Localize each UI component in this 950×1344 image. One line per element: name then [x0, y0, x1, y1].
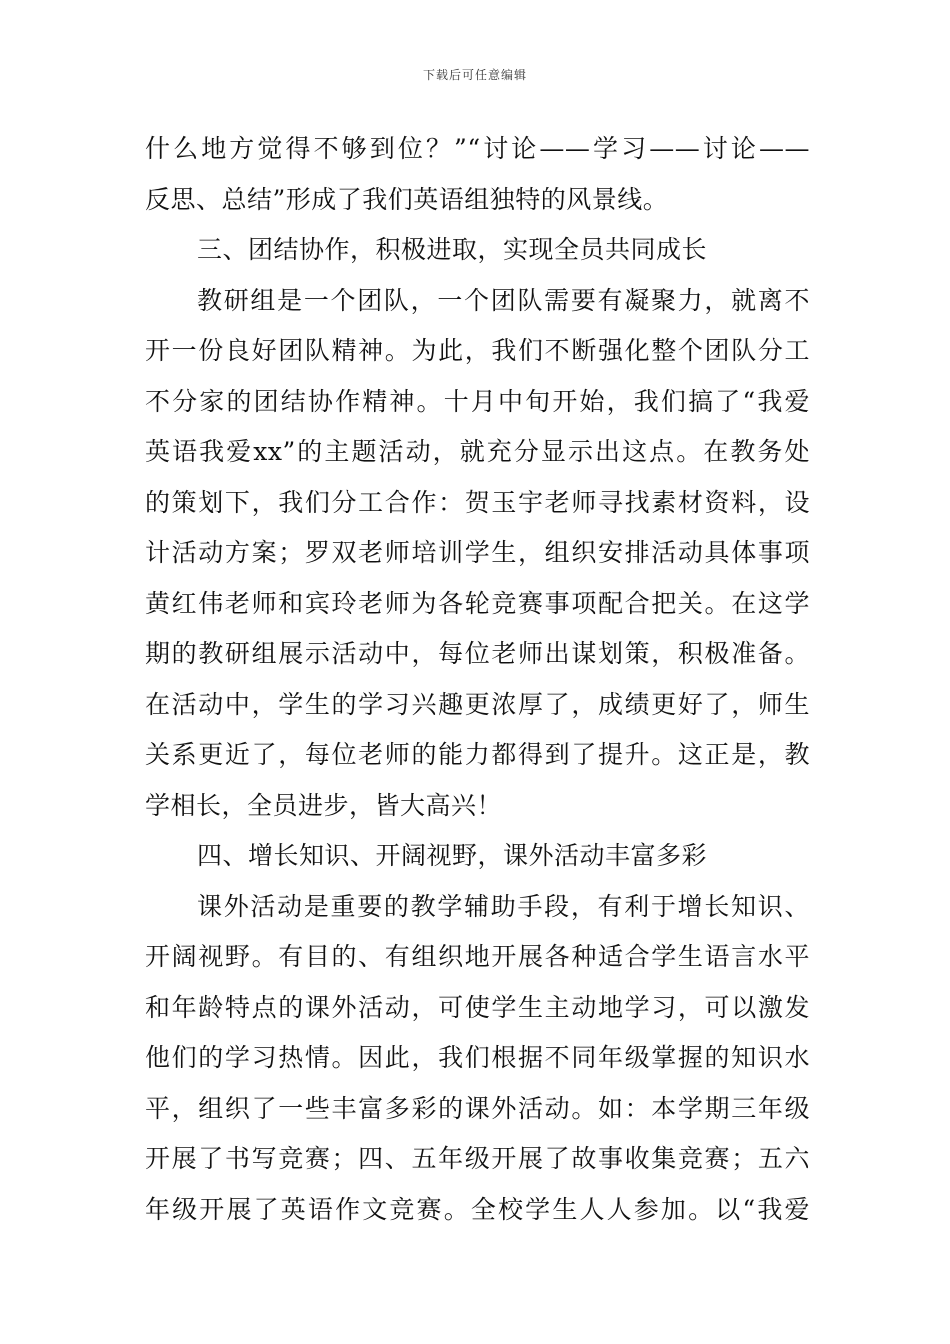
text-line: 课外活动是重要的教学辅助手段，有利于增长知识、: [197, 891, 810, 921]
text-line: 不分家的团结协作精神。十月中旬开始，我们搞了“我爱: [145, 386, 810, 416]
paragraph-continuation: [145, 124, 810, 225]
text-line: 期的教研组展示活动中，每位老师出谋划策，积极准备。: [145, 639, 810, 668]
text-line: 什么地方觉得不够到位？”“讨论——学习——讨论——: [145, 134, 810, 163]
text-line: 他们的学习热情。因此，我们根据不同年级掌握的知识水: [145, 1043, 810, 1072]
text-line: 开展了书写竞赛；四、五年级开展了故事收集竞赛；五六: [145, 1144, 810, 1173]
heading-line: 三、团结协作，积极进取，实现全员共同成长: [197, 235, 708, 264]
document-body: [145, 124, 810, 1235]
paragraph-extracurricular: [145, 882, 810, 1236]
section-heading-three: [145, 225, 810, 276]
text-line: 学相长，全员进步，皆大高兴！: [145, 790, 503, 820]
text-line: 在活动中，学生的学习兴趣更浓厚了，成绩更好了，师生: [145, 689, 810, 719]
text-line: 开阔视野。有目的、有组织地开展各种适合学生语言水平: [145, 942, 810, 971]
text-line: 年级开展了英语作文竞赛。全校学生人人参加。以“我爱: [145, 1194, 810, 1224]
text-line: 教研组是一个团队，一个团队需要有凝聚力，就离不: [197, 285, 810, 315]
text-line: 反思、总结”形成了我们英语组独特的风景线。: [145, 184, 669, 214]
text-line: 计活动方案；罗双老师培训学生，组织安排活动具体事项: [145, 538, 810, 567]
text-line: 黄红伟老师和宾玲老师为各轮竞赛事项配合把关。在这学: [145, 588, 810, 618]
text-line: 平，组织了一些丰富多彩的课外活动。如：本学期三年级: [145, 1093, 810, 1123]
text-line: 英语我爱xx”的主题活动，就充分显示出这点。在教务处: [145, 437, 810, 466]
paragraph-teamwork: [145, 276, 810, 832]
page-header: 下载后可任意编辑: [422, 68, 527, 82]
heading-line: 四、增长知识、开阔视野，课外活动丰富多彩: [197, 841, 708, 870]
section-heading-four: [145, 831, 810, 882]
text-line: 的策划下，我们分工合作：贺玉宇老师寻找素材资料，设: [145, 487, 810, 517]
text-line: 关系更近了，每位老师的能力都得到了提升。这正是，教: [145, 740, 810, 769]
text-line: 开一份良好团队精神。为此，我们不断强化整个团队分工: [145, 336, 810, 365]
text-line: 和年龄特点的课外活动，可使学生主动地学习，可以激发: [145, 992, 810, 1022]
